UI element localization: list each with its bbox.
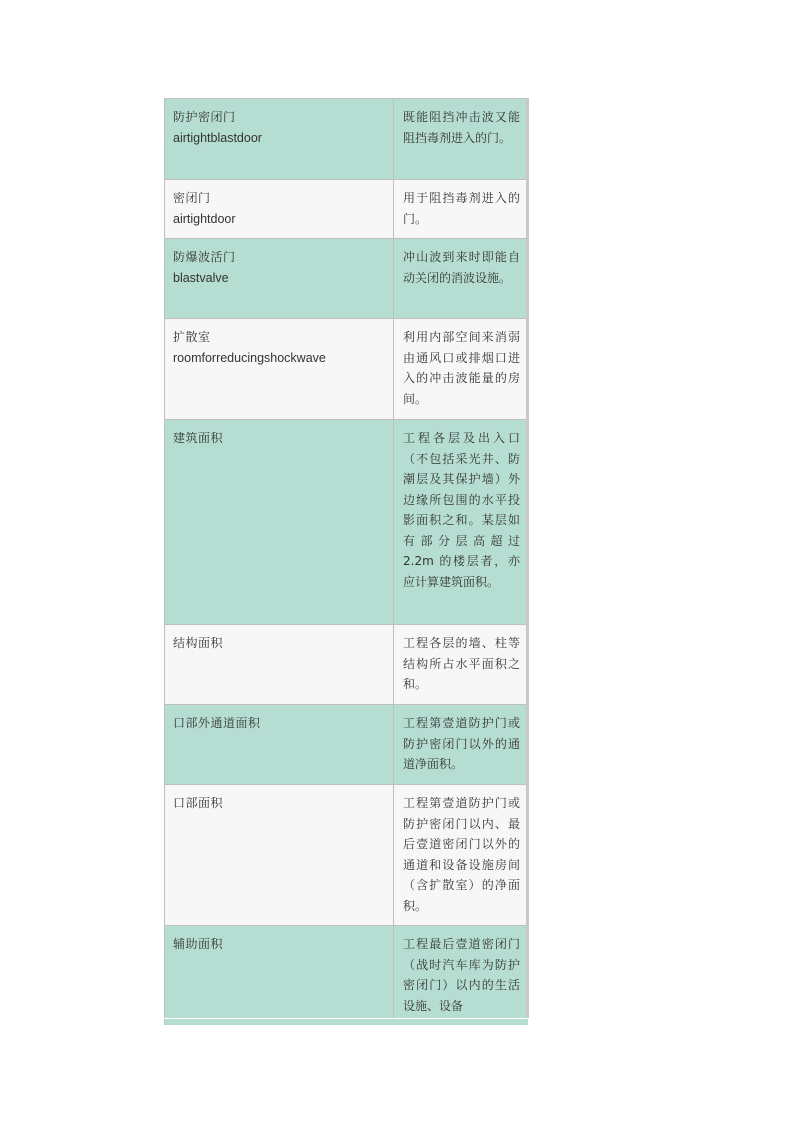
term-chinese: 扩散室 xyxy=(173,330,211,344)
table-row xyxy=(165,705,528,785)
term-cell xyxy=(165,420,394,625)
term-chinese: 口部外通道面积 xyxy=(173,716,261,730)
term-english: roomforreducingshockwave xyxy=(173,350,326,365)
term-chinese: 结构面积 xyxy=(173,636,224,650)
definition-cell: 工程第壹道防护门或防护密闭门以内、最后壹道密闭门以外的通道和设备设施房间（含扩散室）的净面积。 xyxy=(394,785,528,926)
table-row xyxy=(165,239,528,319)
table-row xyxy=(165,926,528,1018)
definition-cell: 用于阻挡毒剂进入的门。 xyxy=(394,180,528,239)
definition-cell: 工程第壹道防护门或防护密闭门以外的通道净面积。 xyxy=(394,705,528,785)
glossary-table xyxy=(164,98,529,1018)
term-cell xyxy=(165,239,394,319)
definition-cell: 既能阻挡冲击波又能阻挡毒剂进入的门。 xyxy=(394,99,528,180)
definition-cell: 冲山波到来时即能自动关闭的消波设施。 xyxy=(394,239,528,319)
table-row xyxy=(165,319,528,420)
term-cell xyxy=(165,180,394,239)
definition-cell: 工程最后壹道密闭门（战时汽车库为防护密闭门）以内的生活设施、设备 xyxy=(394,926,528,1018)
term-cell xyxy=(165,319,394,420)
term-english: airtightblastdoor xyxy=(173,130,262,145)
term-chinese: 辅助面积 xyxy=(173,937,224,951)
term-chinese: 建筑面积 xyxy=(173,431,224,445)
term-cell xyxy=(165,926,394,1018)
term-cell xyxy=(165,625,394,705)
term-cell xyxy=(165,705,394,785)
term-english: airtightdoor xyxy=(173,211,236,226)
table-row xyxy=(165,625,528,705)
term-cell xyxy=(165,785,394,926)
definition-cell: 工程各层的墙、柱等结构所占水平面积之和。 xyxy=(394,625,528,705)
table-row xyxy=(165,99,528,180)
table-row xyxy=(165,180,528,239)
term-chinese: 防护密闭门 xyxy=(173,110,236,124)
term-chinese: 口部面积 xyxy=(173,796,224,810)
term-chinese: 密闭门 xyxy=(173,191,211,205)
table-row xyxy=(165,420,528,625)
term-chinese: 防爆波活门 xyxy=(173,250,236,264)
term-english: blastvalve xyxy=(173,270,229,285)
table-continuation-strip xyxy=(164,1019,528,1025)
definition-cell: 工程各层及出入口（不包括采光井、防潮层及其保护墙）外边缘所包围的水平投影面积之和。某层如有部分层高超过 2.2m 的楼层者，亦应计算建筑面积。 xyxy=(394,420,528,625)
definition-cell: 利用内部空间来消弱由通风口或排烟口进入的冲击波能量的房间。 xyxy=(394,319,528,420)
table-row xyxy=(165,785,528,926)
term-cell xyxy=(165,99,394,180)
